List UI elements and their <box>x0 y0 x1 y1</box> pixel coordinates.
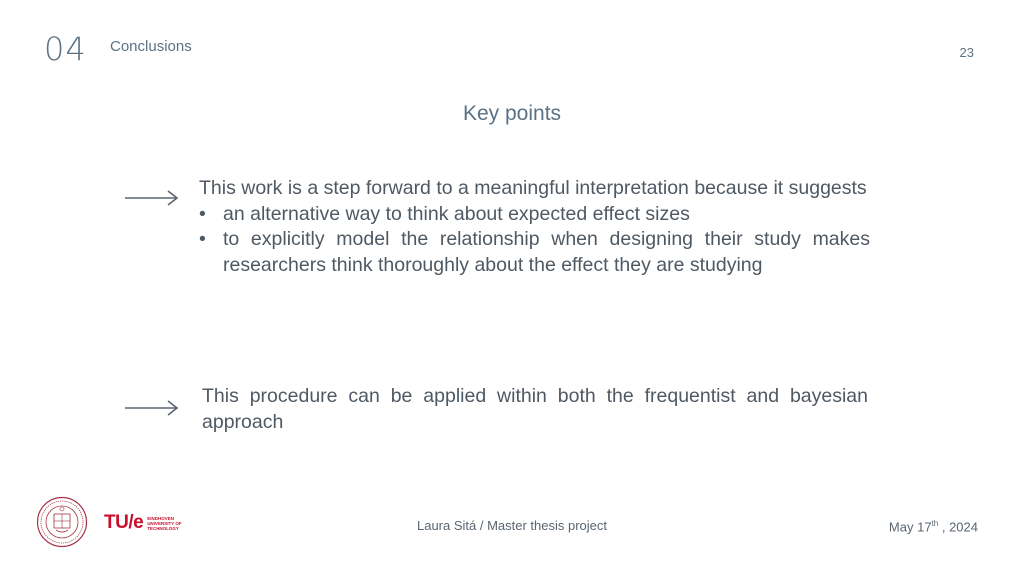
arrow-right-icon <box>124 188 180 208</box>
section-number: 04 <box>44 30 87 68</box>
footer-date: May 17th , 2024 <box>888 519 978 535</box>
slide-title: Key points <box>462 102 562 125</box>
tue-logo-mark: TU/e <box>104 512 144 533</box>
footer-author: Laura Sitá / Master thesis project <box>416 518 608 533</box>
key-point-2-text: This procedure can be applied within both the frequentist and bayesian approach <box>202 385 868 433</box>
page-number: 23 <box>959 45 974 60</box>
key-point-1 <box>199 176 870 278</box>
list-item <box>199 227 870 278</box>
key-point-1-intro: This work is a step forward to a meaningful interpretation because it suggests <box>199 177 867 199</box>
key-point-1-bullets <box>199 202 870 279</box>
tue-logo-text: EINDHOVEN UNIVERSITY OF TECHNOLOGY <box>147 515 182 531</box>
arrow-right-icon <box>124 398 180 418</box>
bullet-text: to explicitly model the relationship when designing their study makes researchers think thoroughly about the effect they are studying <box>223 228 870 276</box>
bullet-dot: • <box>199 228 206 251</box>
bullet-text: an alternative way to think about expected effect sizes <box>223 202 690 225</box>
key-point-2 <box>202 384 868 435</box>
list-item <box>199 202 870 228</box>
section-title: Conclusions <box>110 38 192 55</box>
bullet-dot: • <box>199 202 206 225</box>
